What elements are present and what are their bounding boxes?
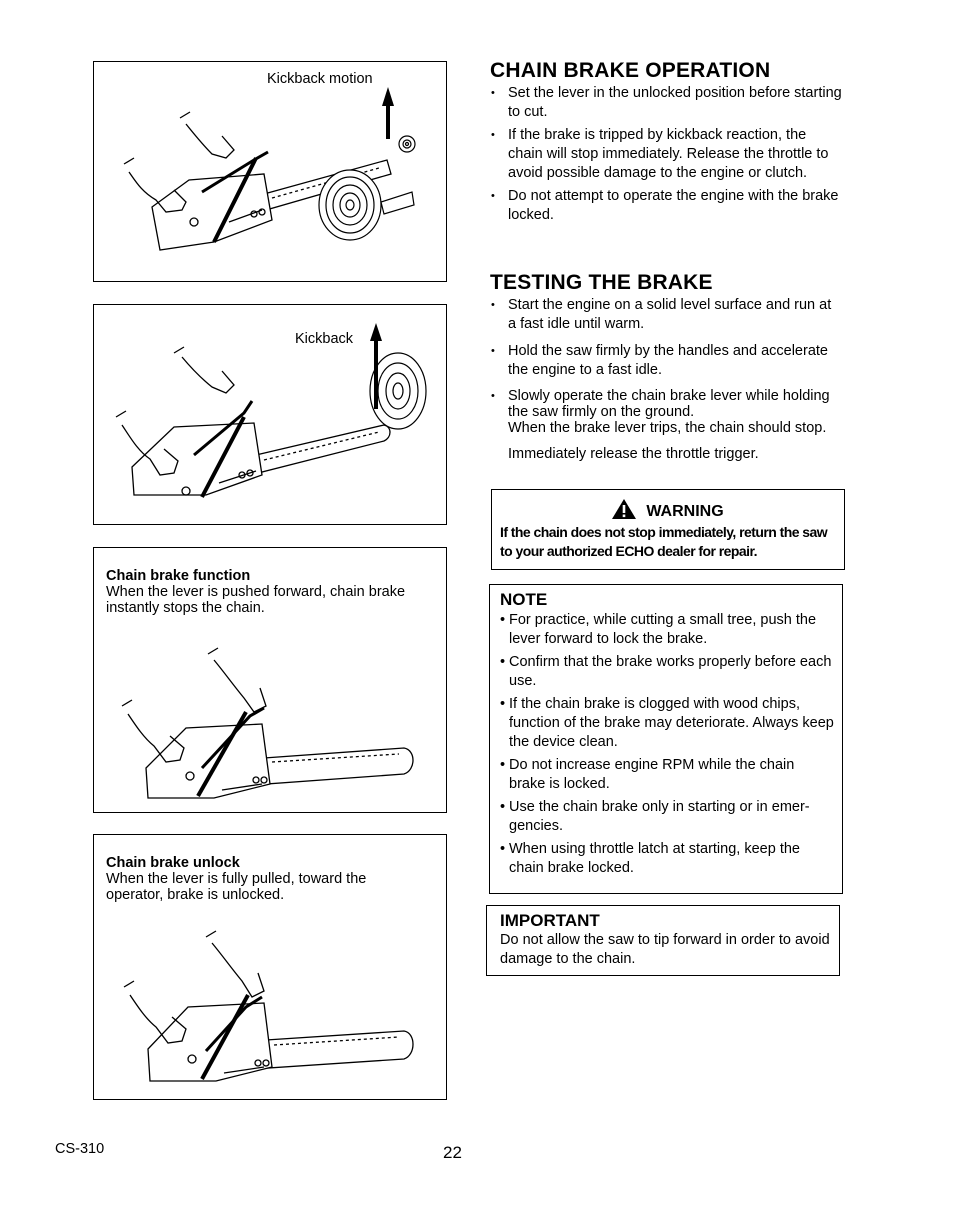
page-number: 22 bbox=[443, 1143, 462, 1162]
wood-chip-icon bbox=[399, 136, 415, 152]
kickback-motion-label: Kickback motion bbox=[267, 71, 373, 87]
chain-brake-operation-title: CHAIN BRAKE OPERATION bbox=[490, 59, 771, 82]
chainsaw-kickback-motion-illustration bbox=[94, 62, 448, 283]
chain-brake-function-text: When the lever is pushed forward, chain brake instantly stops the chain. bbox=[106, 584, 406, 616]
bullet-continuation: When the brake lever trips, the chain should stop. bbox=[508, 420, 827, 436]
list-item bbox=[490, 388, 842, 462]
bullet-text: Slowly operate the chain brake lever while holding the saw firmly on the ground. bbox=[508, 388, 830, 420]
testing-the-brake-list bbox=[490, 296, 842, 466]
log-icon bbox=[370, 353, 426, 429]
list-item: • For practice, while cutting a small tree, push the lever forward to lock the brake. bbox=[500, 611, 834, 649]
list-item: • If the chain brake is clogged with wood chips, function of the brake may deteriorate. Always keep the device clean. bbox=[500, 695, 834, 752]
bullet-after-text: Immediately release the throttle trigger. bbox=[508, 446, 759, 462]
kickback-motion-figure bbox=[93, 61, 447, 282]
note-list bbox=[500, 611, 834, 882]
important-box bbox=[486, 905, 840, 976]
list-item: • Set the lever in the unlocked position before starting to cut. bbox=[490, 84, 842, 122]
kickback-label: Kickback bbox=[295, 331, 354, 347]
list-item: • Hold the saw firmly by the handles and accelerate the engine to a fast idle. bbox=[490, 342, 842, 380]
model-number: CS-310 bbox=[55, 1141, 105, 1157]
list-item: • Do not attempt to operate the engine with the brake locked. bbox=[490, 187, 842, 225]
kickback-figure bbox=[93, 304, 447, 525]
warning-title: WARNING bbox=[646, 503, 724, 520]
list-item: • When using throttle latch at starting, keep the chain brake locked. bbox=[500, 840, 834, 878]
warning-text: If the chain does not stop immediately, return the saw to your authorized ECHO dealer for repair. bbox=[500, 524, 828, 559]
chain-brake-function-illustration bbox=[94, 548, 448, 814]
chainsaw-icon bbox=[124, 931, 413, 1081]
chain-brake-function-title: Chain brake function bbox=[106, 568, 251, 584]
list-item: • If the brake is tripped by kickback reaction, the chain will stop immediately. Release the throttle to avoid possible damage to the engine or clutch. bbox=[490, 126, 842, 183]
chainsaw-icon bbox=[122, 648, 413, 798]
chain-brake-unlock-figure bbox=[93, 834, 447, 1100]
chainsaw-kickback-illustration bbox=[94, 305, 448, 526]
important-title: IMPORTANT bbox=[500, 911, 600, 930]
chain-brake-unlock-illustration bbox=[94, 835, 448, 1101]
chain-brake-function-figure bbox=[93, 547, 447, 813]
chainsaw-icon bbox=[116, 347, 390, 497]
list-item: • Confirm that the brake works properly before each use. bbox=[500, 653, 834, 691]
warning-box bbox=[491, 489, 845, 570]
note-title: NOTE bbox=[500, 590, 548, 609]
chain-brake-unlock-title: Chain brake unlock bbox=[106, 855, 240, 871]
important-text: Do not allow the saw to tip forward in order to avoid damage to the chain. bbox=[500, 932, 830, 967]
note-box bbox=[489, 584, 843, 894]
testing-the-brake-title: TESTING THE BRAKE bbox=[490, 271, 713, 294]
log-icon bbox=[319, 170, 381, 240]
up-arrow-icon bbox=[382, 87, 394, 139]
warning-triangle-icon bbox=[612, 499, 636, 519]
warning-header bbox=[492, 499, 844, 521]
list-item: • Use the chain brake only in starting or in emergencies. bbox=[500, 798, 834, 836]
list-item: • Do not increase engine RPM while the chain brake is locked. bbox=[500, 756, 834, 794]
chain-brake-unlock-text: When the lever is fully pulled, toward the operator, brake is unlocked. bbox=[106, 871, 367, 903]
list-item: • Start the engine on a solid level surface and run at a fast idle until warm. bbox=[490, 296, 842, 334]
chain-brake-operation-list bbox=[490, 84, 842, 229]
